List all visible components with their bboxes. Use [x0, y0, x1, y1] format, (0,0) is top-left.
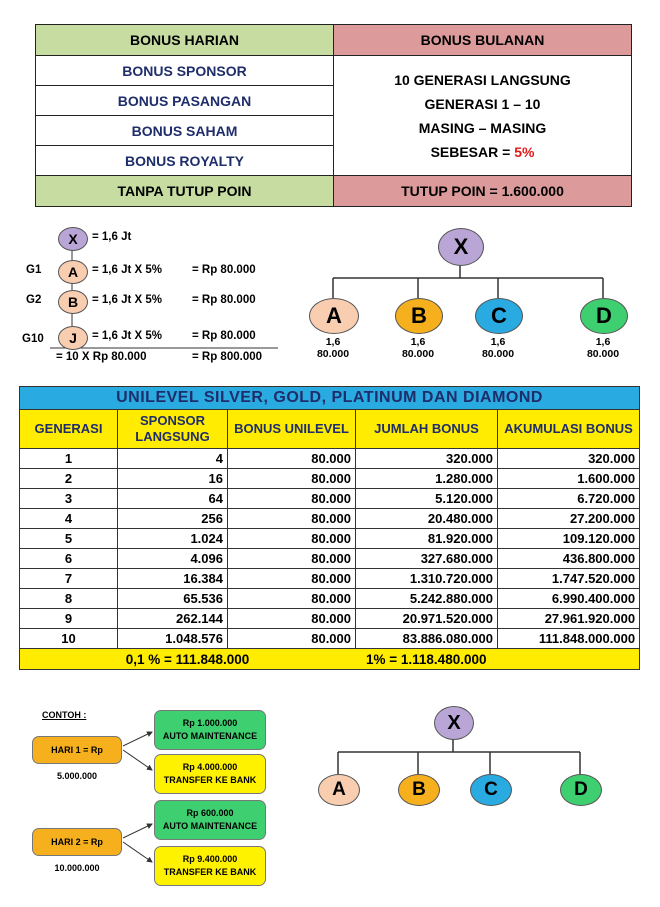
tree-bottom-node-a: A — [318, 774, 360, 806]
cell-bonus: 80.000 — [228, 529, 356, 549]
bonus-sponsor: BONUS SPONSOR — [36, 56, 334, 86]
tree-top-b-value2: 80.000 — [401, 348, 435, 360]
cell-akumulasi: 27.961.920.000 — [498, 609, 640, 629]
day2-am-label: AUTO MAINTENANCE — [162, 821, 258, 831]
tree-top-a-value: 1,6 — [325, 336, 341, 348]
tree-top-node-d: D — [580, 298, 628, 334]
desc-prefix: SEBESAR = — [430, 143, 515, 160]
cell-jumlah: 20.480.000 — [356, 509, 498, 529]
cell-jumlah: 320.000 — [356, 449, 498, 469]
cell-jumlah: 5.120.000 — [356, 489, 498, 509]
cell-akumulasi: 111.848.000.000 — [498, 629, 640, 649]
unilevel-row — [20, 469, 640, 489]
day1-box: HARI 1 = Rp 5.000.000 — [32, 736, 122, 764]
calculation-panel — [16, 222, 281, 364]
unilevel-row — [20, 589, 640, 609]
cell-sponsor: 64 — [118, 489, 228, 509]
tree-top-label-a — [308, 336, 358, 360]
unilevel-row — [20, 529, 640, 549]
tree-top-label-b — [393, 336, 443, 360]
tree-bottom-root-x: X — [434, 706, 474, 740]
monthly-bonus-description — [334, 56, 632, 176]
cell-generasi: 4 — [20, 509, 118, 529]
example-title: CONTOH : — [42, 710, 87, 720]
desc-percent: 5% — [514, 143, 535, 160]
col-bonus-unilevel: BONUS UNILEVEL — [228, 410, 356, 449]
footer-tanpa-tutup-poin: TANPA TUTUP POIN — [36, 176, 334, 207]
cell-sponsor: 262.144 — [118, 609, 228, 629]
calc-result-g10: = Rp 80.000 — [192, 330, 256, 342]
cell-bonus: 80.000 — [228, 469, 356, 489]
tree-diagram-top — [298, 222, 643, 364]
calc-formula-g1: = 1,6 Jt X 5% — [92, 264, 162, 276]
tree-top-node-b: B — [395, 298, 443, 334]
tree-bottom-node-c: C — [470, 774, 512, 806]
unilevel-row — [20, 549, 640, 569]
tree-top-d-value2: 80.000 — [586, 348, 620, 360]
unilevel-table — [19, 386, 640, 670]
calc-gen-g2: G2 — [26, 294, 42, 306]
tree-top-label-c — [473, 336, 523, 360]
cell-bonus: 80.000 — [228, 629, 356, 649]
col-generasi: GENERASI — [20, 410, 118, 449]
cell-akumulasi: 109.120.000 — [498, 529, 640, 549]
cell-akumulasi: 1.600.000 — [498, 469, 640, 489]
day2-auto-maintenance-box — [154, 800, 266, 840]
col-sponsor-langsung: SPONSOR LANGSUNG — [118, 410, 228, 449]
cell-generasi: 7 — [20, 569, 118, 589]
calc-connector-lines — [16, 222, 281, 364]
tree-top-c-value: 1,6 — [490, 336, 506, 348]
cell-sponsor: 4 — [118, 449, 228, 469]
cell-jumlah: 1.280.000 — [356, 469, 498, 489]
calc-gen-g10: G10 — [22, 333, 44, 345]
cell-bonus: 80.000 — [228, 489, 356, 509]
cell-generasi: 3 — [20, 489, 118, 509]
cell-sponsor: 16.384 — [118, 569, 228, 589]
cell-jumlah: 1.310.720.000 — [356, 569, 498, 589]
tree-top-a-value2: 80.000 — [316, 348, 350, 360]
desc-line-1: 10 GENERASI LANGSUNG — [394, 71, 571, 88]
cell-generasi: 5 — [20, 529, 118, 549]
calc-node-x: X — [58, 227, 88, 251]
desc-line-3: MASING – MASING — [418, 119, 547, 136]
unilevel-title: UNILEVEL SILVER, GOLD, PLATINUM DAN DIAMOND — [20, 387, 640, 410]
cell-jumlah: 83.886.080.000 — [356, 629, 498, 649]
calc-node-a: A — [58, 260, 88, 284]
day1-transfer-box — [154, 754, 266, 794]
calc-result-g2: = Rp 80.000 — [192, 294, 256, 306]
cell-jumlah: 20.971.520.000 — [356, 609, 498, 629]
day2-tr-label: TRANSFER KE BANK — [163, 867, 257, 877]
cell-akumulasi: 6.720.000 — [498, 489, 640, 509]
header-bonus-bulanan: BONUS BULANAN — [334, 25, 632, 56]
col-akumulasi-bonus: AKUMULASI BONUS — [498, 410, 640, 449]
day1-am-amount: Rp 1.000.000 — [182, 718, 238, 728]
cell-bonus: 80.000 — [228, 509, 356, 529]
day2-tr-amount: Rp 9.400.000 — [182, 854, 238, 864]
cell-bonus: 80.000 — [228, 609, 356, 629]
cell-akumulasi: 1.747.520.000 — [498, 569, 640, 589]
calc-total-left: = 10 X Rp 80.000 — [56, 351, 147, 363]
tree-top-label-d — [578, 336, 628, 360]
tree-top-c-value2: 80.000 — [481, 348, 515, 360]
calc-node-j: J — [58, 326, 88, 350]
bonus-pasangan: BONUS PASANGAN — [36, 86, 334, 116]
tree-bottom-node-b: B — [398, 774, 440, 806]
tree-top-node-a: A — [309, 298, 359, 334]
day2-box: HARI 2 = Rp 10.000.000 — [32, 828, 122, 856]
footer-tutup-poin: TUTUP POIN = 1.600.000 — [334, 176, 632, 207]
cell-sponsor: 4.096 — [118, 549, 228, 569]
desc-line-2: GENERASI 1 – 10 — [424, 95, 541, 112]
cell-generasi: 8 — [20, 589, 118, 609]
day2-am-amount: Rp 600.000 — [186, 808, 234, 818]
cell-bonus: 80.000 — [228, 449, 356, 469]
desc-line-4 — [334, 140, 631, 164]
example-flow — [28, 700, 273, 890]
cell-sponsor: 65.536 — [118, 589, 228, 609]
day1-am-label: AUTO MAINTENANCE — [162, 731, 258, 741]
cell-akumulasi: 27.200.000 — [498, 509, 640, 529]
unilevel-row — [20, 509, 640, 529]
cell-jumlah: 5.242.880.000 — [356, 589, 498, 609]
cell-generasi: 9 — [20, 609, 118, 629]
cell-bonus: 80.000 — [228, 589, 356, 609]
calc-formula-x: = 1,6 Jt — [92, 231, 132, 243]
cell-sponsor: 16 — [118, 469, 228, 489]
cell-generasi: 10 — [20, 629, 118, 649]
cell-sponsor: 1.024 — [118, 529, 228, 549]
tree-bottom-node-d: D — [560, 774, 602, 806]
col-jumlah-bonus: JUMLAH BONUS — [356, 410, 498, 449]
calc-gen-g1: G1 — [26, 264, 42, 276]
calc-formula-g10: = 1,6 Jt X 5% — [92, 330, 162, 342]
unilevel-row — [20, 609, 640, 629]
tree-diagram-bottom — [310, 700, 630, 810]
tree-top-node-c: C — [475, 298, 523, 334]
tree-top-root-x: X — [438, 228, 484, 266]
calc-formula-g2: = 1,6 Jt X 5% — [92, 294, 162, 306]
unilevel-body — [20, 449, 640, 649]
day1-tr-label: TRANSFER KE BANK — [163, 775, 257, 785]
footer-0-1-percent: 0,1 % = 111.848.000 — [20, 649, 356, 670]
bonus-royalty: BONUS ROYALTY — [36, 146, 334, 176]
day1-auto-maintenance-box — [154, 710, 266, 750]
footer-1-percent: 1% = 1.118.480.000 — [356, 649, 640, 670]
unilevel-row — [20, 449, 640, 469]
header-bonus-harian: BONUS HARIAN — [36, 25, 334, 56]
cell-bonus: 80.000 — [228, 549, 356, 569]
unilevel-row — [20, 489, 640, 509]
calc-result-g1: = Rp 80.000 — [192, 264, 256, 276]
cell-jumlah: 327.680.000 — [356, 549, 498, 569]
cell-sponsor: 1.048.576 — [118, 629, 228, 649]
cell-generasi: 2 — [20, 469, 118, 489]
bonus-saham: BONUS SAHAM — [36, 116, 334, 146]
day1-tr-amount: Rp 4.000.000 — [182, 762, 238, 772]
tree-top-b-value: 1,6 — [410, 336, 426, 348]
tree-top-d-value: 1,6 — [595, 336, 611, 348]
cell-akumulasi: 436.800.000 — [498, 549, 640, 569]
cell-generasi: 1 — [20, 449, 118, 469]
day2-transfer-box — [154, 846, 266, 886]
unilevel-row — [20, 569, 640, 589]
cell-generasi: 6 — [20, 549, 118, 569]
bonus-table — [35, 24, 632, 207]
cell-akumulasi: 320.000 — [498, 449, 640, 469]
calc-total-right: = Rp 800.000 — [192, 351, 263, 363]
cell-jumlah: 81.920.000 — [356, 529, 498, 549]
cell-sponsor: 256 — [118, 509, 228, 529]
cell-bonus: 80.000 — [228, 569, 356, 589]
cell-akumulasi: 6.990.400.000 — [498, 589, 640, 609]
calc-node-b: B — [58, 290, 88, 314]
unilevel-header-row — [20, 410, 640, 449]
unilevel-row — [20, 629, 640, 649]
unilevel-footer-row — [20, 649, 640, 670]
